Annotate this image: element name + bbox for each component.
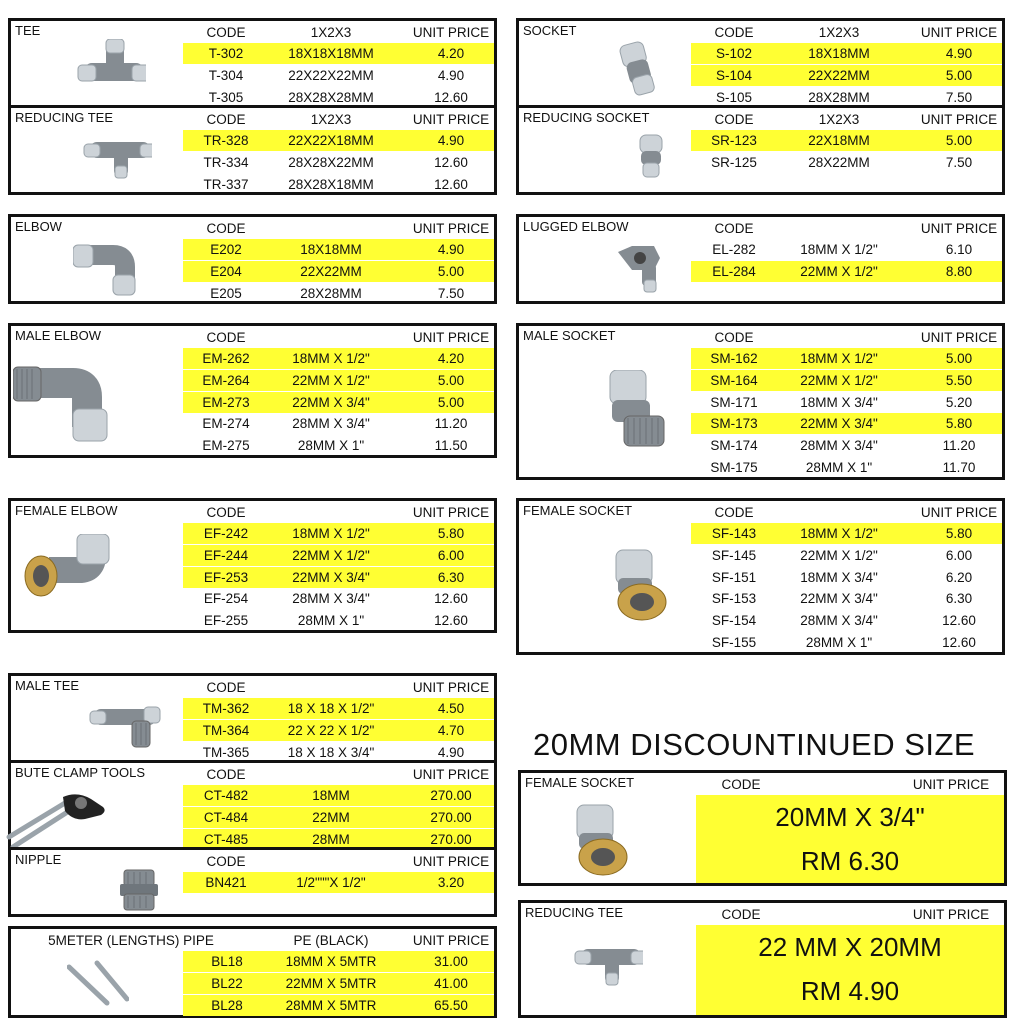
product-section xyxy=(516,323,1005,480)
price-header: UNIT PRICE xyxy=(412,933,490,948)
item-price: 6.10 xyxy=(945,242,973,257)
item-price: 270.00 xyxy=(430,831,472,847)
table-row xyxy=(691,545,1002,566)
item-price: 12.60 xyxy=(942,613,976,629)
item-price: 5.00 xyxy=(437,263,465,279)
item-price: 12.60 xyxy=(434,89,468,105)
item-size: 28X28MM xyxy=(808,89,870,105)
item-price: 6.30 xyxy=(437,569,465,585)
column-header xyxy=(11,327,494,348)
item-size: 22X18MM xyxy=(808,133,870,148)
pipe-title: 5METER (LENGTHS) PIPE xyxy=(48,933,214,948)
column-header xyxy=(519,327,1002,348)
item-price: 4.90 xyxy=(945,46,973,61)
item-price: 4.20 xyxy=(437,46,465,61)
code-header: CODE xyxy=(714,25,754,40)
table-row xyxy=(183,435,494,456)
item-code: EF-242 xyxy=(203,526,249,541)
item-size: 18 X 18 X 1/2" xyxy=(287,701,375,716)
table-row xyxy=(183,152,494,173)
price-header: UNIT PRICE xyxy=(920,505,998,520)
table-row xyxy=(183,588,494,609)
table-row xyxy=(691,413,1002,434)
discontinued-size: 20MM X 3/4" xyxy=(775,802,925,832)
reducing-socket-icon xyxy=(628,133,674,186)
table-row xyxy=(691,435,1002,456)
reducing-tee-icon xyxy=(82,132,152,187)
product-section xyxy=(8,847,497,917)
item-size: 18MM X 1/2" xyxy=(800,242,878,257)
item-price: 5.80 xyxy=(945,416,973,432)
item-code: EF-253 xyxy=(203,569,249,585)
item-price: 4.50 xyxy=(437,701,465,716)
table-row xyxy=(691,130,1002,151)
item-code: SR-123 xyxy=(711,133,757,148)
column-header xyxy=(11,502,494,523)
column-header xyxy=(519,502,1002,523)
item-size: 28MM X 1" xyxy=(297,438,365,454)
table-row xyxy=(183,283,494,304)
item-size: 28X22MM xyxy=(808,154,870,170)
item-size: 18MM X 3/4" xyxy=(800,394,878,410)
table-row xyxy=(691,457,1002,478)
price-header: UNIT PRICE xyxy=(920,112,998,127)
section-title: SOCKET xyxy=(523,23,577,38)
item-price: 12.60 xyxy=(434,154,468,170)
item-price: 12.60 xyxy=(434,591,468,607)
product-section xyxy=(516,18,1005,108)
column-header xyxy=(521,904,1004,925)
item-code: TM-364 xyxy=(202,722,250,738)
item-size: 18X18MM xyxy=(808,46,870,61)
discontinued-item xyxy=(518,770,1007,886)
discontinued-size-price xyxy=(696,795,1004,883)
item-size: 22MM X 3/4" xyxy=(292,569,370,585)
item-size: 22MM X 3/4" xyxy=(292,394,370,410)
section-title: FEMALE SOCKET xyxy=(525,775,635,790)
section-title: LUGGED ELBOW xyxy=(523,219,629,234)
product-section xyxy=(8,498,497,633)
product-section xyxy=(516,105,1005,195)
pipe-type-header: PE (BLACK) xyxy=(293,933,369,948)
item-code: EF-255 xyxy=(203,613,249,629)
item-price: 5.80 xyxy=(945,526,973,541)
item-code: CT-482 xyxy=(203,788,249,803)
table-row xyxy=(183,130,494,151)
table-row xyxy=(183,261,494,282)
item-price: 5.00 xyxy=(437,372,465,388)
clamp-tool-icon xyxy=(5,781,109,856)
item-price: 4.90 xyxy=(437,744,465,760)
item-code: BL18 xyxy=(211,954,243,969)
item-price: 5.50 xyxy=(945,372,973,388)
column-header xyxy=(11,109,494,130)
item-code: SM-164 xyxy=(710,372,758,388)
code-header: CODE xyxy=(206,680,246,695)
table-row xyxy=(691,610,1002,631)
item-size: 1/2"""X 1/2" xyxy=(296,875,366,890)
discontinued-size: 22 MM X 20MM xyxy=(758,932,942,962)
item-size: 22MM X 1/2" xyxy=(800,263,878,279)
price-header: UNIT PRICE xyxy=(912,907,990,922)
pipe-section xyxy=(8,926,497,1018)
item-size: 18MM X 1/2" xyxy=(292,351,370,366)
item-price: 5.00 xyxy=(945,67,973,83)
item-size: 28X28X22MM xyxy=(288,154,374,170)
item-code: TM-365 xyxy=(202,744,250,760)
item-price: 12.60 xyxy=(434,176,468,192)
item-price: 3.20 xyxy=(437,875,465,890)
item-code: EF-254 xyxy=(203,591,249,607)
discontinued-size-price xyxy=(696,925,1004,1015)
item-code: E204 xyxy=(210,263,242,279)
item-size: 22X22X22MM xyxy=(288,67,374,83)
item-price: 7.50 xyxy=(437,285,465,301)
table-row xyxy=(183,43,494,64)
item-code: SF-155 xyxy=(711,635,757,650)
item-size: 28MM X 3/4" xyxy=(800,613,878,629)
column-header xyxy=(11,851,494,872)
item-code: EL-282 xyxy=(712,242,756,257)
product-section xyxy=(8,673,497,763)
column-header xyxy=(11,22,494,43)
item-size: 22MM X 1/2" xyxy=(800,372,878,388)
item-price: 7.50 xyxy=(945,89,973,105)
item-code: SF-154 xyxy=(711,613,757,629)
section-title: ELBOW xyxy=(15,219,62,234)
item-code: TR-334 xyxy=(203,154,249,170)
item-size: 22MM xyxy=(312,809,350,825)
table-row xyxy=(183,698,494,719)
item-code: E205 xyxy=(210,285,242,301)
price-header: UNIT PRICE xyxy=(412,221,490,236)
item-code: S-104 xyxy=(715,67,753,83)
item-price: 8.80 xyxy=(945,263,973,279)
item-code: SF-145 xyxy=(711,547,757,563)
socket-fitting-icon xyxy=(612,41,658,104)
item-price: 11.20 xyxy=(942,438,976,454)
table-row xyxy=(183,545,494,566)
item-size: 28MM X 5MTR xyxy=(285,997,377,1013)
item-size: 18MM X 3/4" xyxy=(800,569,878,585)
lugged-elbow-icon xyxy=(614,238,664,299)
section-title: NIPPLE xyxy=(15,852,62,867)
table-row xyxy=(183,995,494,1016)
table-row xyxy=(691,523,1002,544)
item-size: 18X18X18MM xyxy=(288,46,374,61)
product-section xyxy=(8,18,497,108)
column-header xyxy=(11,764,494,785)
section-title: BUTE CLAMP TOOLS xyxy=(15,765,146,780)
item-size: 28X28X18MM xyxy=(288,176,374,192)
item-code: EM-262 xyxy=(202,351,250,366)
discontinued-heading: 20MM DISCOUNTINUED SIZE xyxy=(533,727,976,762)
price-header: UNIT PRICE xyxy=(412,505,490,520)
item-price: 65.50 xyxy=(434,997,468,1013)
product-section xyxy=(8,760,497,850)
item-code: T-302 xyxy=(208,46,244,61)
size-header: 1X2X3 xyxy=(310,112,352,127)
female-socket-icon xyxy=(610,546,668,627)
item-size: 28X28MM xyxy=(300,285,362,301)
code-header: CODE xyxy=(206,221,246,236)
item-code: SM-175 xyxy=(710,460,758,475)
code-header: CODE xyxy=(721,777,761,792)
section-title: FEMALE ELBOW xyxy=(15,503,118,518)
table-row xyxy=(183,239,494,260)
item-price: 4.70 xyxy=(437,722,465,738)
reducing-tee-icon xyxy=(573,939,643,994)
table-row xyxy=(183,567,494,588)
table-row xyxy=(691,567,1002,588)
item-code: TR-328 xyxy=(203,133,249,148)
table-row xyxy=(691,370,1002,391)
table-row xyxy=(183,174,494,195)
item-price: 11.20 xyxy=(434,416,468,432)
section-title: REDUCING SOCKET xyxy=(523,110,650,125)
product-section xyxy=(8,214,497,304)
section-title: REDUCING TEE xyxy=(15,110,113,125)
size-header: 1X2X3 xyxy=(818,25,860,40)
male-elbow-icon xyxy=(13,353,109,448)
table-row xyxy=(183,807,494,828)
item-size: 22MM X 1/2" xyxy=(292,372,370,388)
item-code: BL22 xyxy=(211,975,243,991)
item-size: 28MM xyxy=(312,831,350,847)
item-price: 7.50 xyxy=(945,154,973,170)
item-price: 4.90 xyxy=(437,133,465,148)
price-header: UNIT PRICE xyxy=(412,854,490,869)
item-size: 28MM X 1" xyxy=(297,613,365,629)
item-size: 28MM X 1" xyxy=(805,635,873,650)
item-size: 22X22X18MM xyxy=(288,133,374,148)
item-price: 6.00 xyxy=(437,547,465,563)
product-section xyxy=(516,498,1005,655)
item-code: EF-244 xyxy=(203,547,249,563)
item-size: 18MM X 1/2" xyxy=(800,526,878,541)
code-header: CODE xyxy=(206,112,246,127)
item-price: 41.00 xyxy=(434,975,468,991)
item-price: 11.50 xyxy=(434,438,468,454)
male-tee-icon xyxy=(88,701,162,754)
table-row xyxy=(691,348,1002,369)
section-title: FEMALE SOCKET xyxy=(523,503,633,518)
code-header: CODE xyxy=(206,330,246,345)
table-row xyxy=(183,973,494,994)
discontinued-item xyxy=(518,900,1007,1018)
code-header: CODE xyxy=(714,112,754,127)
table-row xyxy=(691,43,1002,64)
item-code: EM-274 xyxy=(202,416,250,432)
price-header: UNIT PRICE xyxy=(412,767,490,782)
product-section xyxy=(8,323,497,458)
table-row xyxy=(183,872,494,893)
item-price: 4.20 xyxy=(437,351,465,366)
table-row xyxy=(691,588,1002,609)
item-price: 5.00 xyxy=(437,394,465,410)
code-header: CODE xyxy=(206,767,246,782)
elbow-fitting-icon xyxy=(73,235,137,302)
item-size: 22MM X 1/2" xyxy=(800,547,878,563)
item-size: 22MM X 3/4" xyxy=(800,591,878,607)
column-header xyxy=(519,22,1002,43)
item-size: 28MM X 1" xyxy=(805,460,873,475)
item-price: 5.20 xyxy=(945,394,973,410)
product-section xyxy=(8,105,497,195)
item-price: 12.60 xyxy=(434,613,468,629)
item-code: EM-264 xyxy=(202,372,250,388)
item-size: 28MM X 3/4" xyxy=(292,416,370,432)
discontinued-price: RM 4.90 xyxy=(800,976,900,1006)
price-header: UNIT PRICE xyxy=(920,221,998,236)
item-size: 18MM X 5MTR xyxy=(285,954,377,969)
table-row xyxy=(691,392,1002,413)
table-row xyxy=(691,65,1002,86)
column-header xyxy=(11,930,494,951)
table-row xyxy=(183,951,494,972)
price-header: UNIT PRICE xyxy=(920,25,998,40)
item-size: 22 X 22 X 1/2" xyxy=(287,722,375,738)
item-size: 18 X 18 X 3/4" xyxy=(287,744,375,760)
item-price: 12.60 xyxy=(942,635,976,650)
item-size: 28X28X28MM xyxy=(288,89,374,105)
item-code: SM-162 xyxy=(710,351,758,366)
item-code: CT-484 xyxy=(203,809,249,825)
code-header: CODE xyxy=(206,505,246,520)
price-header: UNIT PRICE xyxy=(412,112,490,127)
size-header: 1X2X3 xyxy=(310,25,352,40)
item-size: 22MM X 5MTR xyxy=(285,975,377,991)
item-code: T-305 xyxy=(208,89,244,105)
item-price: 6.20 xyxy=(945,569,973,585)
section-title: MALE ELBOW xyxy=(15,328,101,343)
product-section xyxy=(516,214,1005,304)
item-code: BN421 xyxy=(205,875,247,890)
item-code: SM-174 xyxy=(710,438,758,454)
price-header: UNIT PRICE xyxy=(412,330,490,345)
item-price: 270.00 xyxy=(430,809,472,825)
item-code: S-102 xyxy=(715,46,753,61)
item-code: EM-275 xyxy=(202,438,250,454)
price-header: UNIT PRICE xyxy=(412,25,490,40)
item-price: 270.00 xyxy=(430,788,472,803)
item-price: 5.00 xyxy=(945,133,973,148)
item-size: 18X18MM xyxy=(300,242,362,257)
column-header xyxy=(11,677,494,698)
item-code: EL-284 xyxy=(712,263,756,279)
nipple-fitting-icon xyxy=(118,868,160,917)
item-code: TM-362 xyxy=(202,701,250,716)
table-row xyxy=(183,65,494,86)
item-size: 28MM X 3/4" xyxy=(800,438,878,454)
column-header xyxy=(11,218,494,239)
item-code: SM-171 xyxy=(710,394,758,410)
item-size: 22X22MM xyxy=(808,67,870,83)
item-size: 18MM xyxy=(312,788,350,803)
item-code: SM-173 xyxy=(710,416,758,432)
code-header: CODE xyxy=(714,330,754,345)
item-code: SF-151 xyxy=(711,569,757,585)
section-title: MALE TEE xyxy=(15,678,80,693)
item-price: 5.80 xyxy=(437,526,465,541)
column-header xyxy=(519,218,1002,239)
column-header xyxy=(521,774,1004,795)
item-code: BL28 xyxy=(211,997,243,1013)
section-title: MALE SOCKET xyxy=(523,328,616,343)
section-title: REDUCING TEE xyxy=(525,905,623,920)
item-size: 22X22MM xyxy=(300,263,362,279)
item-price: 11.70 xyxy=(942,460,976,475)
item-code: E202 xyxy=(210,242,242,257)
price-header: UNIT PRICE xyxy=(912,777,990,792)
item-price: 4.90 xyxy=(437,242,465,257)
code-header: CODE xyxy=(714,221,754,236)
item-code: T-304 xyxy=(208,67,244,83)
pipe-lengths-icon xyxy=(67,959,129,1012)
table-row xyxy=(691,261,1002,282)
female-socket-icon xyxy=(571,801,629,882)
code-header: CODE xyxy=(714,505,754,520)
column-header xyxy=(519,109,1002,130)
item-price: 5.00 xyxy=(945,351,973,366)
section-title: TEE xyxy=(15,23,41,38)
table-row xyxy=(183,413,494,434)
table-row xyxy=(691,152,1002,173)
item-price: 31.00 xyxy=(434,954,468,969)
item-code: SF-143 xyxy=(711,526,757,541)
code-header: CODE xyxy=(721,907,761,922)
item-code: SF-153 xyxy=(711,591,757,607)
table-row xyxy=(183,785,494,806)
table-row xyxy=(691,239,1002,260)
price-header: UNIT PRICE xyxy=(412,680,490,695)
item-size: 22MM X 1/2" xyxy=(292,547,370,563)
table-row xyxy=(183,523,494,544)
table-row xyxy=(183,720,494,741)
code-header: CODE xyxy=(206,854,246,869)
item-price: 6.00 xyxy=(945,547,973,563)
code-header: CODE xyxy=(206,25,246,40)
item-code: SR-125 xyxy=(711,154,757,170)
tee-fitting-icon xyxy=(76,39,146,110)
item-size: 18MM X 1/2" xyxy=(292,526,370,541)
discontinued-price: RM 6.30 xyxy=(800,846,900,876)
item-size: 28MM X 3/4" xyxy=(292,591,370,607)
item-size: 22MM X 3/4" xyxy=(800,416,878,432)
table-row xyxy=(183,348,494,369)
price-header: UNIT PRICE xyxy=(920,330,998,345)
table-row xyxy=(183,610,494,631)
item-price: 4.90 xyxy=(437,67,465,83)
item-size: 18MM X 1/2" xyxy=(800,351,878,366)
table-row xyxy=(183,370,494,391)
table-row xyxy=(183,392,494,413)
size-header: 1X2X3 xyxy=(818,112,860,127)
item-price: 6.30 xyxy=(945,591,973,607)
item-code: CT-485 xyxy=(203,831,249,847)
female-elbow-icon xyxy=(23,534,111,617)
male-socket-icon xyxy=(600,370,666,453)
item-code: TR-337 xyxy=(203,176,249,192)
item-code: S-105 xyxy=(715,89,753,105)
table-row xyxy=(691,632,1002,653)
item-code: EM-273 xyxy=(202,394,250,410)
